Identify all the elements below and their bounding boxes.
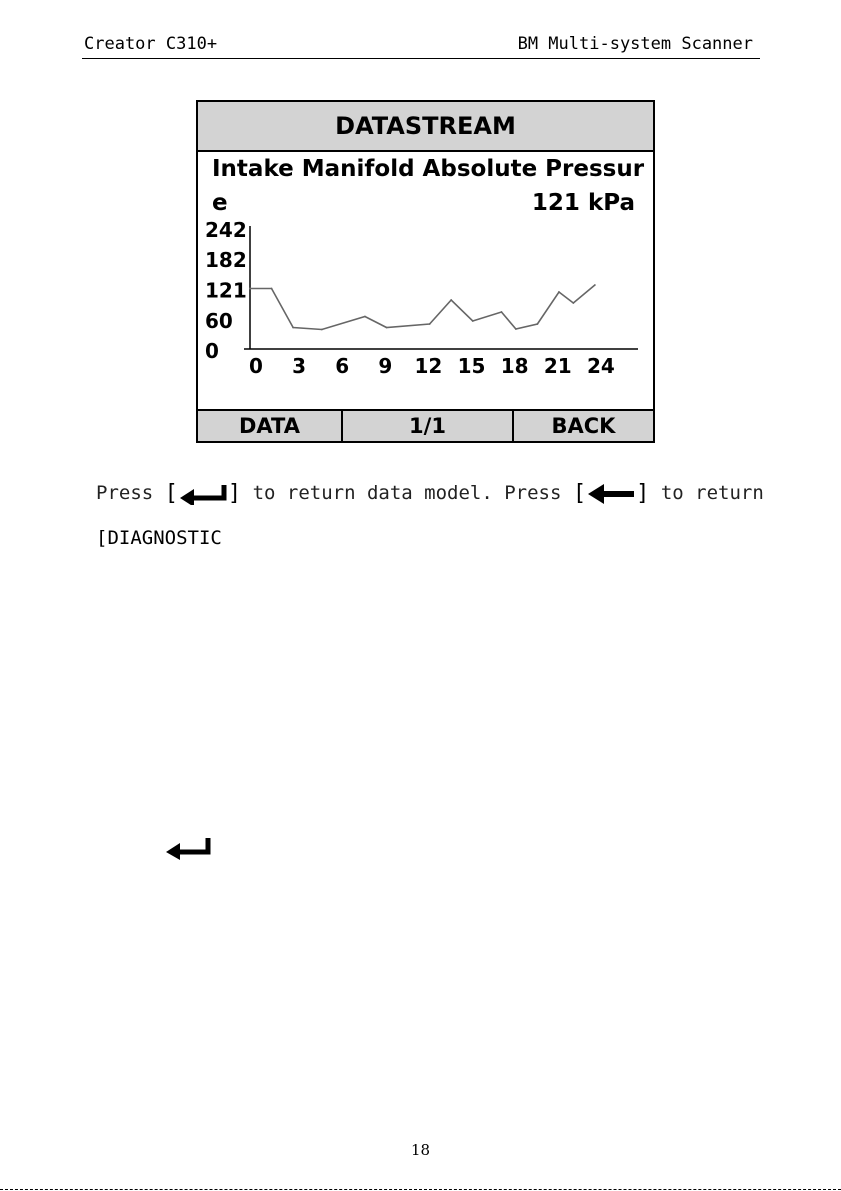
data-point	[450, 299, 452, 301]
softkey-data[interactable]: DATA	[198, 411, 343, 441]
instruction-middle: to return data model. Press	[241, 482, 573, 504]
x-tick-label: 15	[457, 354, 486, 378]
data-point	[364, 316, 366, 318]
x-tick-label: 21	[543, 354, 572, 378]
softkey-page[interactable]: 1/1	[343, 411, 514, 441]
x-tick-label: 3	[292, 354, 307, 378]
x-tick-label: 24	[586, 354, 615, 378]
y-tick-label: 60	[205, 309, 233, 333]
x-tick-label: 12	[414, 354, 443, 378]
x-tick-label: 0	[249, 354, 263, 378]
data-point	[292, 327, 294, 329]
data-point	[572, 302, 574, 304]
data-point	[501, 311, 503, 313]
data-point	[594, 284, 596, 286]
data-series-line	[250, 285, 595, 330]
data-point	[321, 329, 323, 331]
left-arrow-icon	[586, 483, 636, 505]
softkey-back[interactable]: BACK	[551, 414, 616, 438]
page-header-left: Creator C310+	[84, 34, 218, 54]
screen-title: DATASTREAM	[198, 102, 653, 152]
data-point	[558, 291, 560, 293]
y-tick-label: 242	[205, 220, 247, 242]
parameter-value: 121 kPa	[531, 190, 635, 216]
data-point	[249, 288, 251, 290]
instruction-text	[96, 478, 764, 509]
close-bracket: ]	[227, 480, 242, 506]
footer-rule	[0, 1189, 841, 1190]
datastream-chart	[198, 220, 653, 392]
open-bracket: [	[164, 480, 178, 506]
close-bracket: ]	[636, 480, 650, 506]
enter-key-icon	[166, 838, 214, 860]
scanner-screen	[196, 100, 655, 443]
header-rule	[82, 58, 760, 59]
x-tick-label: 9	[378, 354, 393, 378]
y-tick-label: 0	[205, 339, 219, 363]
instruction-text-line2: [DIAGNOSTIC	[96, 527, 222, 549]
data-point	[429, 323, 431, 325]
data-point	[271, 288, 273, 290]
data-point	[537, 323, 539, 325]
instruction-tail: to return	[649, 482, 764, 504]
open-bracket: [	[572, 480, 587, 506]
page-number: 18	[410, 1141, 431, 1159]
y-tick-label: 121	[205, 278, 247, 303]
enter-key-icon	[178, 483, 228, 505]
y-tick-label: 182	[205, 248, 247, 272]
x-tick-label: 18	[500, 354, 529, 378]
data-point	[515, 328, 517, 330]
data-point	[472, 320, 474, 322]
softkey-bar	[198, 409, 653, 441]
parameter-name: Intake Manifold Absolute Pressure	[212, 156, 645, 216]
data-point	[386, 327, 388, 329]
x-tick-label: 6	[335, 354, 350, 378]
press-label: Press	[96, 482, 165, 504]
page-header-right: BM Multi-system Scanner	[517, 34, 753, 54]
